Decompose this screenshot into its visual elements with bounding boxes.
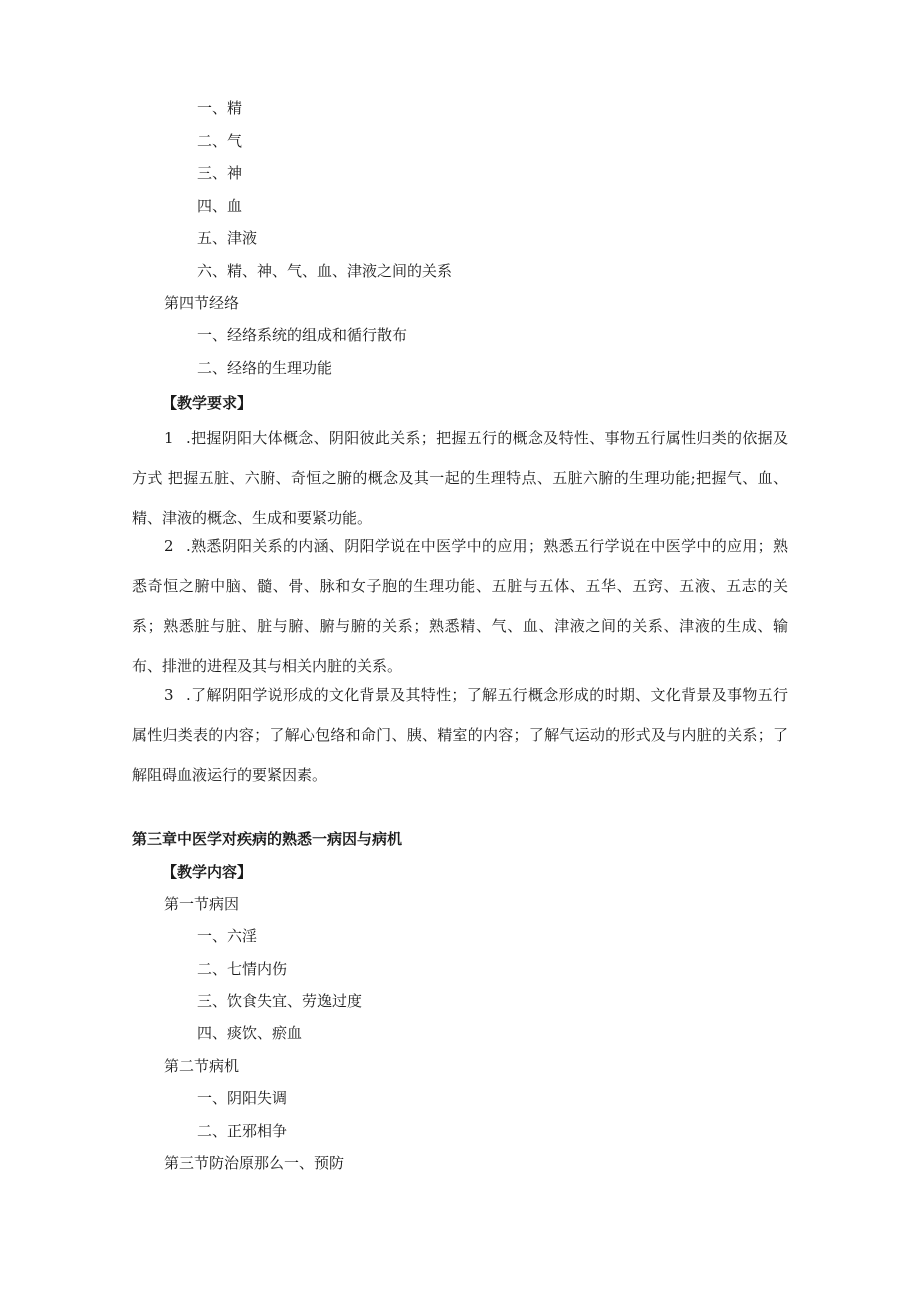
list-item: 一、阴阳失调 — [197, 1089, 288, 1107]
list-item: 三、神 — [197, 164, 243, 182]
list-item: 六、精、神、气、血、津液之间的关系 — [197, 262, 453, 280]
list-item: 三、饮食失宜、劳逸过度 — [197, 992, 363, 1010]
list-item: 一、精 — [197, 99, 243, 117]
list-item: 二、气 — [197, 132, 243, 150]
requirement-paragraph — [132, 675, 788, 795]
paragraph-text: .把握阴阳大体概念、阴阳彼此关系；把握五行的概念及特性、事物五行属性归类的依据及方式 把握五脏、六腑、奇恒之腑的概念及其一起的生理特点、五脏六腑的生理功能;把握气、血、精、津液的概念、生成和要紧功能。 — [132, 429, 788, 527]
section-title: 第一节病因 — [164, 895, 240, 913]
list-item: 一、六淫 — [197, 927, 258, 945]
list-item: 四、痰饮、瘀血 — [197, 1024, 303, 1042]
list-item: 二、七情内伤 — [197, 960, 288, 978]
section-title: 第四节经络 — [164, 294, 240, 312]
section-title: 第三节防治原那么一、预防 — [164, 1154, 345, 1172]
content-heading: 【教学内容】 — [162, 863, 253, 881]
section-title: 第二节病机 — [164, 1057, 240, 1075]
list-item: 四、血 — [197, 197, 243, 215]
chapter-title: 第三章中医学对疾病的熟悉一病因与病机 — [132, 830, 403, 848]
list-item: 二、正邪相争 — [197, 1122, 288, 1140]
paragraph-number: 2 — [164, 537, 174, 555]
paragraph-number: 1 — [164, 429, 174, 447]
paragraph-number: 3 — [164, 686, 174, 704]
requirements-heading: 【教学要求】 — [162, 394, 253, 412]
list-item: 二、经络的生理功能 — [197, 359, 333, 377]
paragraph-text: .了解阴阳学说形成的文化背景及其特性；了解五行概念形成的时期、文化背景及事物五行属性归类表的内容；了解心包络和命门、胰、精室的内容；了解气运动的形式及与内脏的关系；了解阻碍血液运行的要紧因素。 — [132, 686, 788, 784]
list-item: 五、津液 — [197, 229, 258, 247]
requirement-paragraph — [132, 418, 788, 538]
paragraph-text: .熟悉阴阳关系的内涵、阴阳学说在中医学中的应用；熟悉五行学说在中医学中的应用；熟悉奇恒之腑中脑、髓、骨、脉和女子胞的生理功能、五脏与五体、五华、五窍、五液、五志的关系；熟悉脏与脏、脏与腑、腑与腑的关系；熟悉精、气、血、津液之间的关系、津液的生成、输布、排泄的进程及其与相关内脏的关系。 — [132, 537, 788, 675]
requirement-paragraph — [132, 526, 788, 686]
list-item: 一、经络系统的组成和循行散布 — [197, 326, 408, 344]
